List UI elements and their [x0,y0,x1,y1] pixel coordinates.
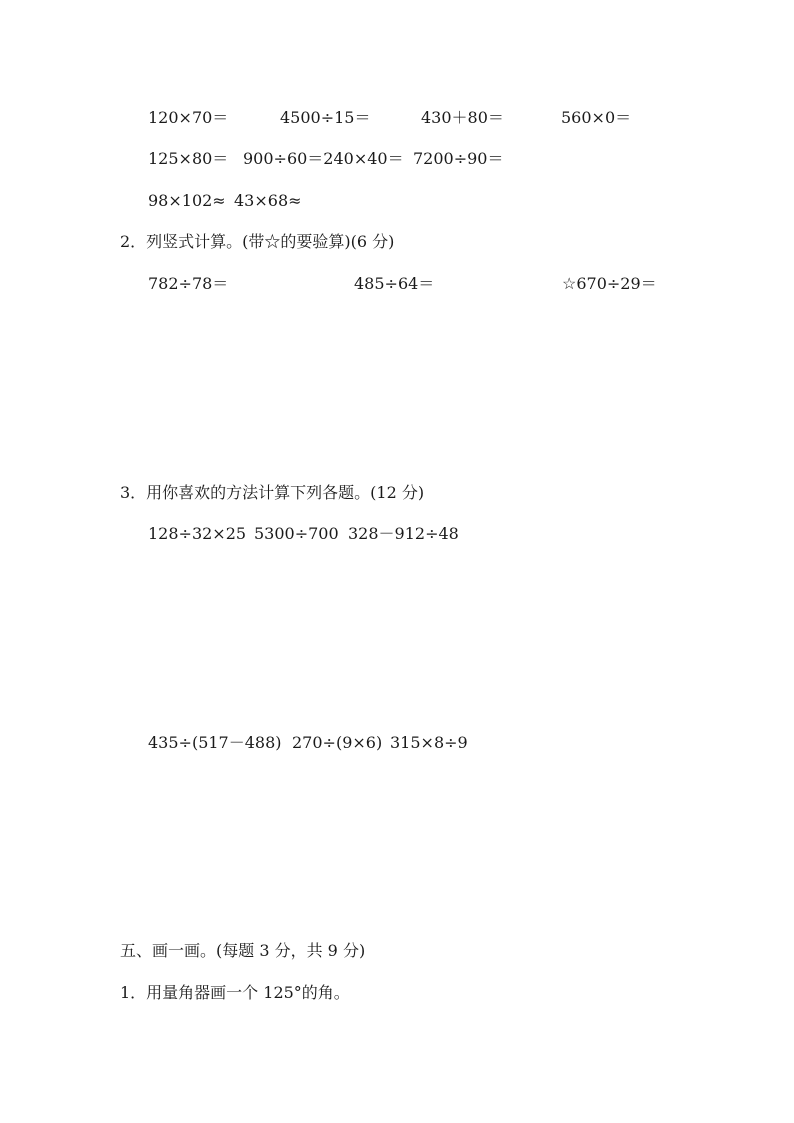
vertical-calc-item: 782÷78＝ [148,274,229,293]
calc-item: 315×8÷9 [390,733,468,752]
oral-calc-item: 4500÷15＝ [280,108,371,127]
oral-calc-item: 430＋80＝ [421,108,504,127]
vertical-calc-item: 485÷64＝ [354,274,435,293]
q2-heading: 2．列竖式计算。(带☆的要验算)(6 分) [120,232,395,251]
oral-calc-item: 560×0＝ [561,108,632,127]
oral-calc-item: 43×68≈ [234,191,302,210]
calc-item: 128÷32×25 [148,524,247,543]
oral-calc-item: 900÷60＝240×40＝ [243,149,404,168]
section5-heading: 五、画一画。(每题 3 分，共 9 分) [120,941,366,960]
oral-calc-item: 98×102≈ [148,191,226,210]
vertical-calc-item: ☆670÷29＝ [562,274,657,293]
section5-q1: 1．用量角器画一个 125°的角。 [120,983,350,1002]
oral-calc-item: 7200÷90＝ [413,149,504,168]
calc-item: 270÷(9×6) [292,733,383,752]
calc-item: 328－912÷48 [348,524,459,543]
calc-item: 435÷(517－488) [148,733,282,752]
oral-calc-item: 120×70＝ [148,108,229,127]
oral-calc-item: 125×80＝ [148,149,229,168]
calc-item: 5300÷700 [254,524,339,543]
q3-heading: 3．用你喜欢的方法计算下列各题。(12 分) [120,483,425,502]
